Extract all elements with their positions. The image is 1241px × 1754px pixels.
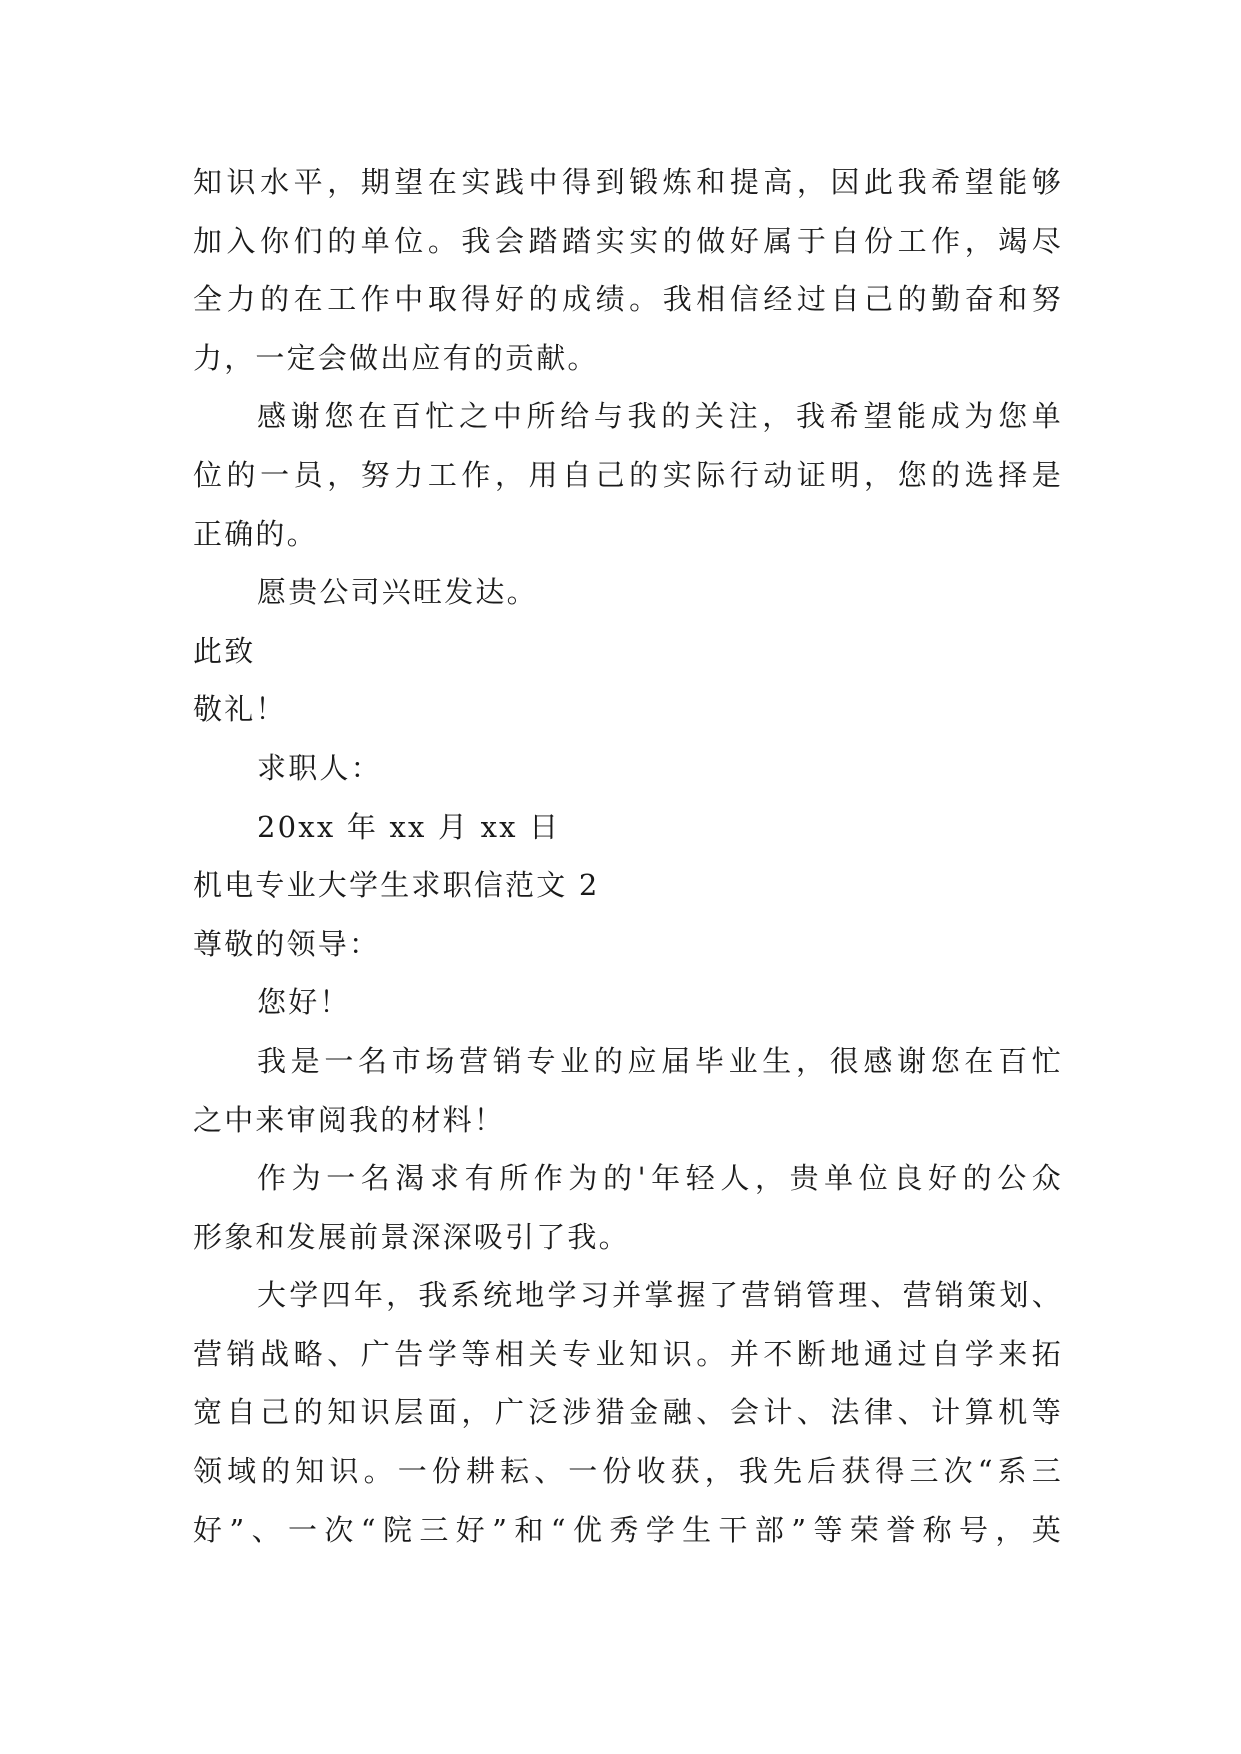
text-line: 形象和发展前景深深吸引了我。 [193,1219,630,1254]
text-line: 您好！ [257,985,351,1020]
text-line: 宽自己的知识层面，广泛涉猎金融、会计、法律、计算机等 [193,1395,1063,1430]
text-line: 好”、一次“院三好”和“优秀学生干部”等荣誉称号，英 [193,1512,1063,1547]
text-line: 之中来审阅我的材料！ [193,1102,506,1137]
text-line: 求职人： [257,750,382,785]
text-line: 知识水平，期望在实践中得到锻炼和提高，因此我希望能够 [193,165,1063,199]
text-line: 力，一定会做出应有的贡献。 [193,340,599,375]
text-line: 加入你们的单位。我会踏踏实实的做好属于自份工作，竭尽 [193,223,1063,258]
text-line: 大学四年，我系统地学习并掌握了营销管理、营销策划、 [257,1278,1063,1313]
text-line: 尊敬的领导： [193,926,381,961]
text-line: 此致 [193,633,256,668]
letter-body [193,153,1063,1559]
text-line: 20xx 年 xx 月 xx 日 [257,809,561,844]
text-line: 感谢您在百忙之中所给与我的关注，我希望能成为您单 [257,399,1063,434]
text-line: 敬礼！ [193,692,287,727]
text-line: 位的一员，努力工作，用自己的实际行动证明，您的选择是 [193,457,1063,492]
text-line: 我是一名市场营销专业的应届毕业生，很感谢您在百忙 [257,1043,1063,1078]
text-line: 正确的。 [193,516,318,551]
text-line: 愿贵公司兴旺发达。 [257,575,538,610]
text-line: 营销战略、广告学等相关专业知识。并不断地通过自学来拓 [193,1336,1063,1371]
text-line: 全力的在工作中取得好的成绩。我相信经过自己的勤奋和努 [193,282,1063,317]
text-line: 作为一名渴求有所作为的'年轻人，贵单位良好的公众 [257,1161,1063,1196]
text-line: 领域的知识。一份耕耘、一份收获，我先后获得三次“系三 [193,1454,1063,1489]
section-heading: 机电专业大学生求职信范文 2 [193,868,600,903]
